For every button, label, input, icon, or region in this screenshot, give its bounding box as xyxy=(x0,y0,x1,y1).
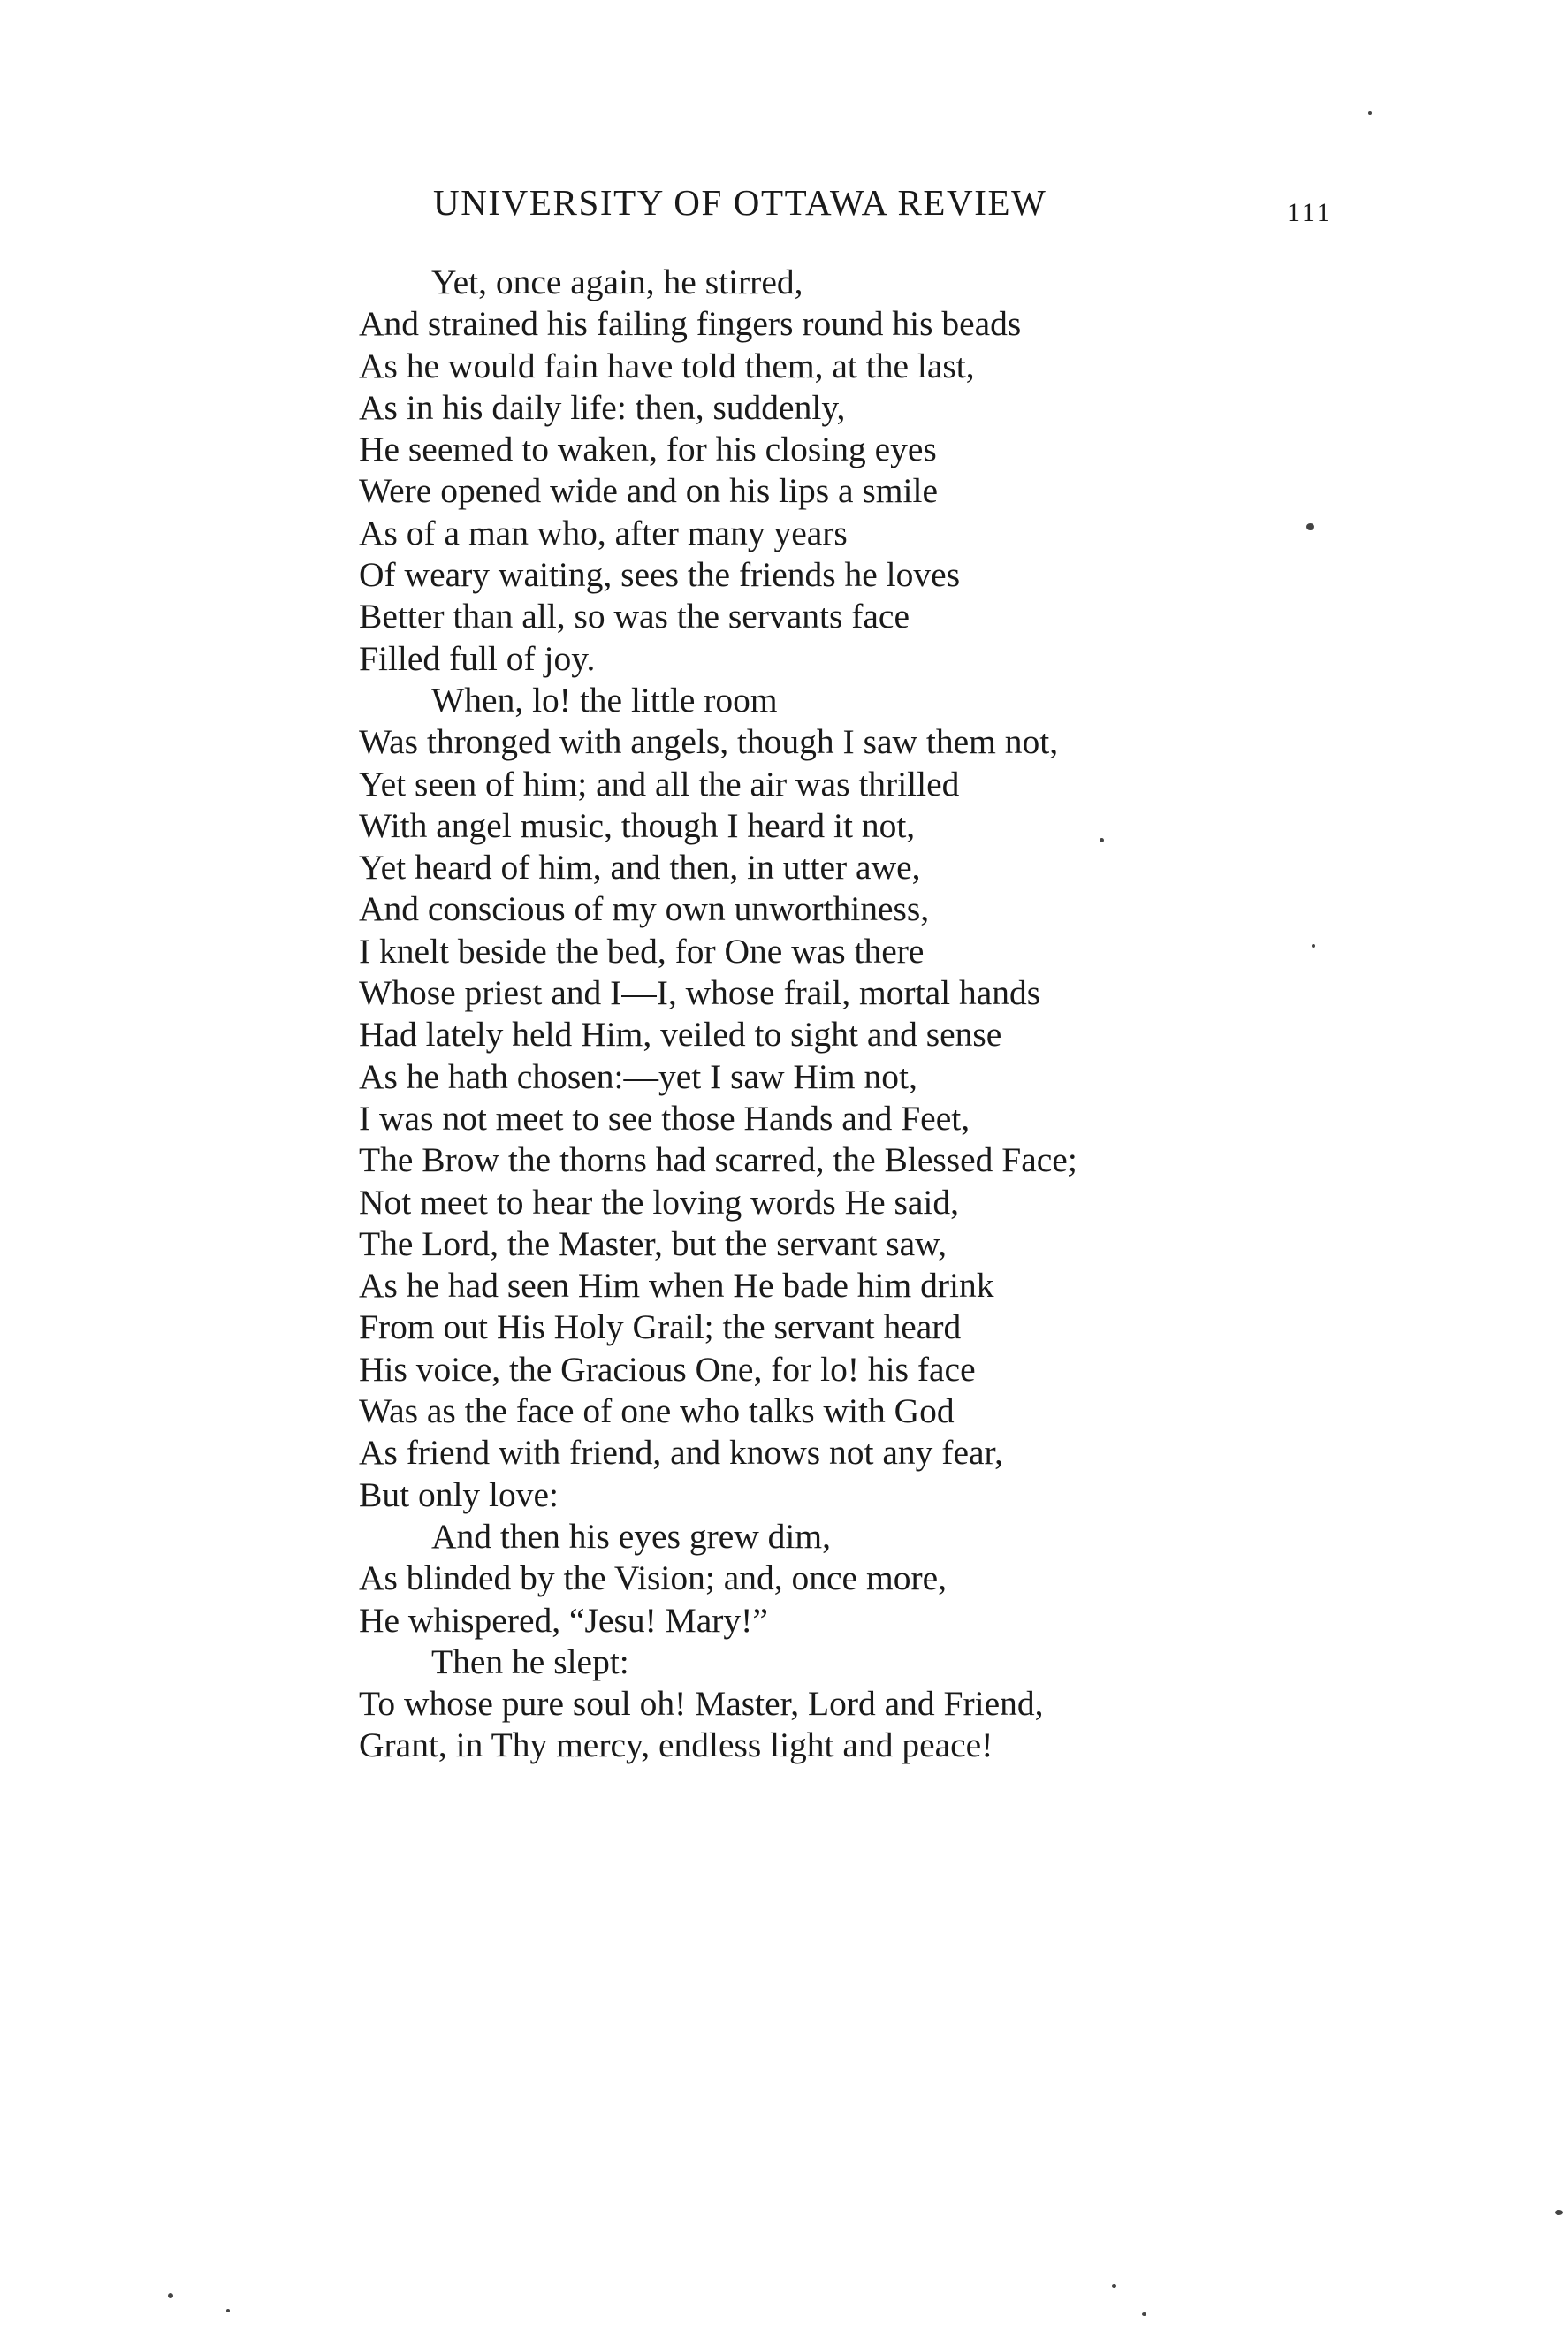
poem-line: Grant, in Thy mercy, endless light and peace! xyxy=(359,1725,993,1765)
print-speck xyxy=(1306,523,1314,530)
poem-line: As of a man who, after many years xyxy=(359,513,848,552)
poem-line: He seemed to waken, for his closing eyes xyxy=(359,430,937,469)
poem-line: The Brow the thorns had scarred, the Blessed Face; xyxy=(359,1140,1077,1180)
print-speck xyxy=(168,2293,173,2298)
print-speck xyxy=(1555,2210,1563,2215)
running-title: UNIVERSITY OF OTTAWA REVIEW xyxy=(433,182,1047,223)
poem-line: As in his daily life: then, suddenly, xyxy=(359,387,846,427)
print-speck xyxy=(1368,111,1372,115)
poem-line: Was as the face of one who talks with God xyxy=(359,1391,955,1431)
poem-line: Better than all, so was the servants face xyxy=(359,597,910,636)
poem-line: Were opened wide and on his lips a smile xyxy=(359,471,938,511)
poem-line: But only love: xyxy=(359,1474,559,1514)
poem-line: I knelt beside the bed, for One was there xyxy=(359,931,925,971)
poem-line: Not meet to hear the loving words He said, xyxy=(359,1182,960,1222)
poem-line: Of weary waiting, sees the friends he loves xyxy=(359,555,961,595)
poem-line: As he hath chosen:—yet I saw Him not, xyxy=(359,1056,917,1096)
poem-line: Had lately held Him, veiled to sight and sense xyxy=(359,1015,1002,1055)
print-speck xyxy=(1100,838,1104,842)
poem-line: Yet seen of him; and all the air was thrilled xyxy=(359,764,960,804)
poem-line: He whispered, “Jesu! Mary!” xyxy=(359,1600,768,1640)
poem-line: When, lo! the little room xyxy=(431,680,778,720)
poem-line: Filled full of joy. xyxy=(359,638,596,678)
poem-line: As he had seen Him when He bade him drink xyxy=(359,1266,994,1306)
poem-line: And conscious of my own unworthiness, xyxy=(359,889,930,929)
print-speck xyxy=(1142,2312,1146,2316)
print-speck xyxy=(226,2309,230,2312)
poem-line: The Lord, the Master, but the servant saw, xyxy=(359,1223,947,1263)
poem-line: As he would fain have told them, at the last, xyxy=(359,346,975,385)
poem-line: And then his eyes grew dim, xyxy=(431,1516,831,1556)
poem-line: Was thronged with angels, though I saw them not, xyxy=(359,722,1059,762)
poem-line: Yet heard of him, and then, in utter awe, xyxy=(359,848,921,887)
poem-line: Whose priest and I—I, whose frail, mortal hands xyxy=(359,973,1041,1013)
page-number: 111 xyxy=(1287,198,1333,227)
print-speck xyxy=(1312,944,1315,948)
poem-line: As friend with friend, and knows not any fear, xyxy=(359,1433,1003,1473)
poem-line: As blinded by the Vision; and, once more, xyxy=(359,1558,948,1598)
poem xyxy=(359,262,1077,1767)
poem-line: His voice, the Gracious One, for lo! his face xyxy=(359,1349,976,1389)
poem-line: With angel music, though I heard it not, xyxy=(359,805,916,845)
print-speck xyxy=(1112,2284,1116,2288)
poem-line: Then he slept: xyxy=(431,1642,629,1681)
poem-line: To whose pure soul oh! Master, Lord and Friend, xyxy=(359,1684,1044,1724)
poem-line: And strained his failing fingers round his beads xyxy=(359,304,1022,344)
poem-line: I was not meet to see those Hands and Feet, xyxy=(359,1098,970,1138)
poem-line: From out His Holy Grail; the servant heard xyxy=(359,1307,962,1347)
poem-line: Yet, once again, he stirred, xyxy=(431,263,803,301)
